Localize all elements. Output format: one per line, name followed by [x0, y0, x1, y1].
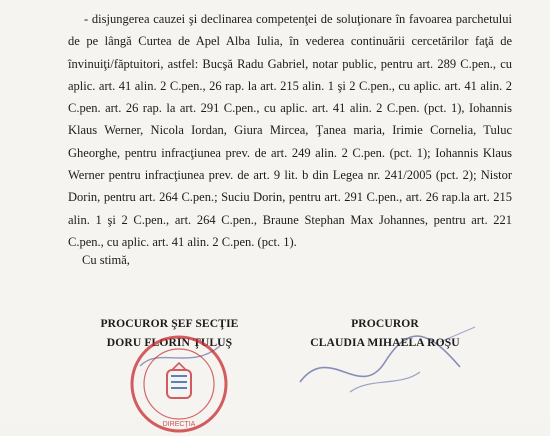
- official-stamp-seal: [120, 326, 238, 436]
- signatory-title: PROCUROR: [351, 317, 419, 330]
- body-paragraph: [68, 8, 512, 253]
- signatory-name: DORU FLORIN ŢULUŞ: [106, 336, 233, 349]
- closing-salutation: Cu stimă,: [82, 253, 130, 267]
- signatory-name: CLAUDIA MIHAELA ROŞU: [310, 336, 460, 349]
- paragraph-text: - disjungerea cauzei şi declinarea competenţei de soluţionare în favoarea parchetului de pe lângă Curtea de Apel Alba Iulia, în vederea continuării cercetărilor faţă de învinuiţi/făptuitori, astfel: Bucşă Radu Gabriel, notar public, pentru art. 289 C.pen., cu aplic. art. 41 alin. 2 C.pen., 26 rap. la art. 215 alin. 1 şi 2 C.pen., cu aplic. art. 41 alin. 2 C.pen. art. 26 rap. la art. 291 C.pen., cu aplic. art. 41 alin. 2 C.pen. (pct. 1), Iohannis Klaus Werner, Nicola Iordan, Giura Mircea, Ţanea maria, Irimie Cornelia, Tuluc Gheorghe, pentru infracţiunea prev. de art. 249 alin. 2 C.pen. (pct. 1); Iohannis Klaus Werner pentru infracţiunea prev. de art. 9 lit. b din Legea nr. 241/2005 (pct. 2); Nistor Dorin, pentru art. 264 C.pen.; Suciu Dorin, pentru art. 291 C.pen., art. 26 rap.la art. 215 alin. 1 şi 2 C.pen., art. 264 C.pen., Braune Stephan Max Johannes, pentru art. 221 C.pen., cu aplic. art. 41 alin. 2 C.pen. (pct. 1).: [68, 12, 512, 249]
- svg-text:DIRECŢIA: DIRECŢIA: [162, 421, 196, 428]
- signature-block-right: [300, 314, 470, 352]
- signatory-title: PROCUROR ŞEF SECŢIE: [100, 317, 239, 330]
